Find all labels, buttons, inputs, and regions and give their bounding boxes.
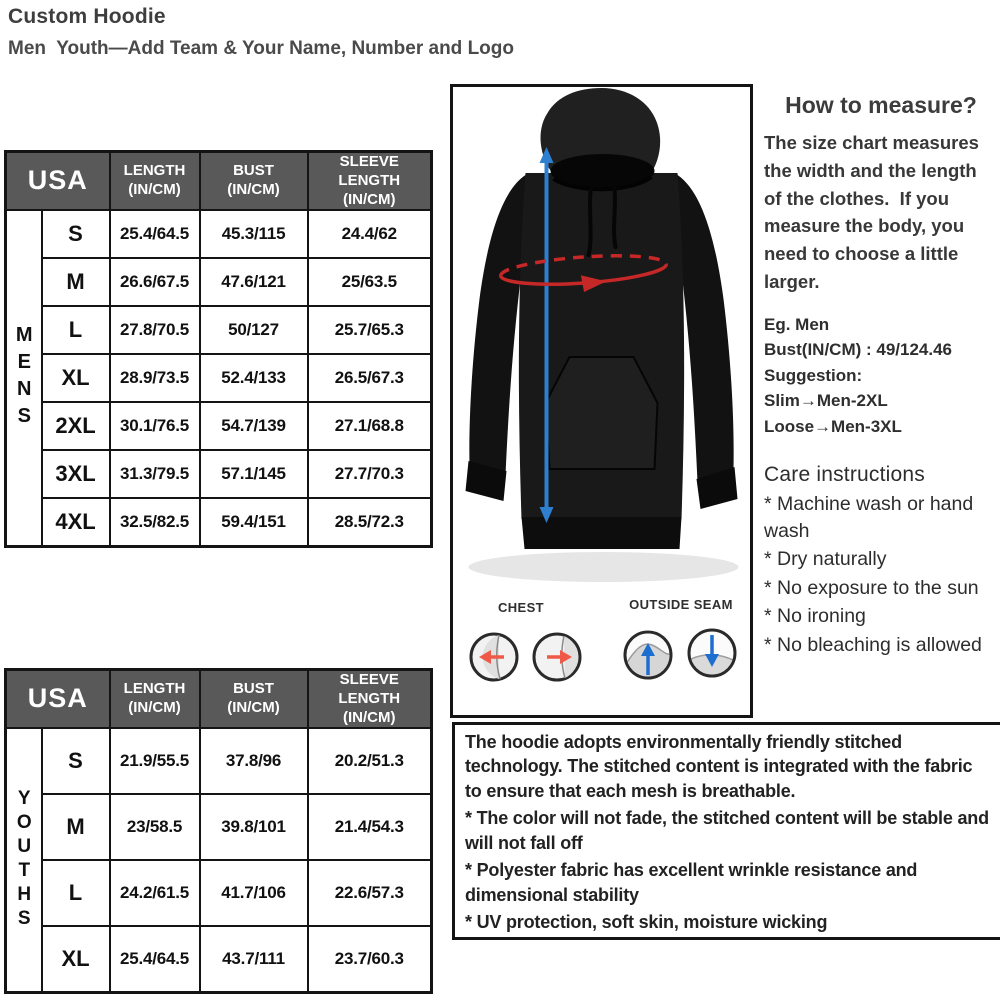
size-cell: L xyxy=(42,306,110,354)
size-cell: 4XL xyxy=(42,498,110,546)
mens-size-table xyxy=(4,150,433,548)
sleeve-cell: 21.4/54.3 xyxy=(308,794,432,860)
sleeve-cell: 27.7/70.3 xyxy=(308,450,432,498)
page-title: Custom Hoodie xyxy=(8,5,166,28)
sleeve-cell: 22.6/57.3 xyxy=(308,860,432,926)
product-notes-bullet: * The color will not fade, the stitched content will be stable and will not fall off xyxy=(465,808,989,853)
length-cell: 25.4/64.5 xyxy=(110,926,200,992)
care-item: * No ironing xyxy=(764,605,866,628)
table-row xyxy=(6,210,432,258)
bust-cell: 43.7/111 xyxy=(200,926,308,992)
sizing-example-line: Loose→Men-3XL xyxy=(764,416,902,436)
how-to-measure-body: The size chart measures the width and the length of the clothes. If you measure the body, you need to choose a little larger. xyxy=(764,132,985,292)
sleeve-cell: 25/63.5 xyxy=(308,258,432,306)
length-cell: 28.9/73.5 xyxy=(110,354,200,402)
length-cell: 24.2/61.5 xyxy=(110,860,200,926)
size-cell: S xyxy=(42,210,110,258)
length-cell: 32.5/82.5 xyxy=(110,498,200,546)
product-notes-intro: The hoodie adopts environmentally friendly stitched technology. The stitched content is integrated with the fabric to ensure that each mesh is breathable. xyxy=(465,732,973,801)
column-header-bust xyxy=(200,670,308,729)
bust-cell: 37.8/96 xyxy=(200,728,308,794)
sleeve-cell: 25.7/65.3 xyxy=(308,306,432,354)
column-header-bust xyxy=(200,152,308,211)
table-row xyxy=(6,794,432,860)
header-unit: (IN/CM) xyxy=(227,181,280,199)
table-header-row xyxy=(6,152,432,211)
bust-cell: 57.1/145 xyxy=(200,450,308,498)
table-row xyxy=(6,258,432,306)
bust-cell: 54.7/139 xyxy=(200,402,308,450)
care-item: * Machine wash or hand wash xyxy=(764,493,974,542)
header-line: SLEEVE LENGTH xyxy=(338,153,401,189)
care-instructions-list xyxy=(764,491,998,658)
column-header-sleeve-length xyxy=(308,152,432,211)
length-cell: 27.8/70.5 xyxy=(110,306,200,354)
table-row xyxy=(6,728,432,794)
sleeve-cell: 20.2/51.3 xyxy=(308,728,432,794)
sizing-example-line: Suggestion: xyxy=(764,365,863,385)
group-label-youths: YOUTHS xyxy=(6,728,42,992)
chest-measure-label: CHEST xyxy=(497,600,545,615)
bust-cell: 59.4/151 xyxy=(200,498,308,546)
length-cell: 21.9/55.5 xyxy=(110,728,200,794)
sizing-example-line: Eg. Men xyxy=(764,314,830,334)
size-cell: S xyxy=(42,728,110,794)
product-notes-bullet: * Polyester fabric has excellent wrinkle resistance and dimensional stability xyxy=(465,860,918,905)
header-unit: (IN/CM) xyxy=(128,181,181,199)
sleeve-cell: 27.1/68.8 xyxy=(308,402,432,450)
sleeve-cell: 26.5/67.3 xyxy=(308,354,432,402)
column-header-length xyxy=(110,152,200,211)
column-header-usa: USA xyxy=(6,670,110,729)
outside-seam-measure-label: OUTSIDE SEAM xyxy=(629,597,733,612)
table-row xyxy=(6,498,432,546)
bust-cell: 47.6/121 xyxy=(200,258,308,306)
sleeve-cell: 23.7/60.3 xyxy=(308,926,432,992)
size-cell: XL xyxy=(42,354,110,402)
bust-cell: 39.8/101 xyxy=(200,794,308,860)
sleeve-cell: 24.4/62 xyxy=(308,210,432,258)
youths-size-table xyxy=(4,668,433,994)
bust-cell: 52.4/133 xyxy=(200,354,308,402)
chest-measure-left-icon xyxy=(468,631,520,683)
measurement-diagram-box xyxy=(450,84,753,718)
length-cell: 26.6/67.5 xyxy=(110,258,200,306)
product-notes-box xyxy=(452,722,1000,940)
sizing-example-line: Bust(IN/CM) : 49/124.46 xyxy=(764,340,952,359)
care-item: * Dry naturally xyxy=(764,548,887,571)
table-row xyxy=(6,402,432,450)
how-to-measure-heading: How to measure? xyxy=(785,92,977,118)
table-row xyxy=(6,306,432,354)
care-item: * No bleaching is allowed xyxy=(764,633,982,656)
header-unit: (IN/CM) xyxy=(227,699,280,717)
header-unit: (IN/CM) xyxy=(343,708,396,726)
page-subtitle: Men Youth—Add Team & Your Name, Number and Logo xyxy=(8,38,514,59)
sleeve-cell: 28.5/72.3 xyxy=(308,498,432,546)
size-cell: 2XL xyxy=(42,402,110,450)
header-line: SLEEVE LENGTH xyxy=(338,671,401,707)
header-unit: (IN/CM) xyxy=(128,699,181,717)
column-header-sleeve-length xyxy=(308,670,432,729)
care-instructions-heading: Care instructions xyxy=(764,463,925,486)
length-cell: 30.1/76.5 xyxy=(110,402,200,450)
header-line: BUST xyxy=(233,680,274,698)
table-header-row xyxy=(6,670,432,729)
header-line: LENGTH xyxy=(123,680,186,698)
bust-cell: 45.3/115 xyxy=(200,210,308,258)
table-row xyxy=(6,354,432,402)
group-label-mens: MENS xyxy=(6,210,42,546)
product-notes-bullet: * UV protection, soft skin, moisture wicking xyxy=(465,912,828,933)
size-cell: XL xyxy=(42,926,110,992)
size-cell: M xyxy=(42,258,110,306)
length-cell: 25.4/64.5 xyxy=(110,210,200,258)
header-unit: (IN/CM) xyxy=(343,190,396,208)
header-line: LENGTH xyxy=(123,162,186,180)
size-cell: L xyxy=(42,860,110,926)
how-to-measure-section xyxy=(764,90,998,660)
hoodie-product-image xyxy=(453,87,750,599)
length-cell: 31.3/79.5 xyxy=(110,450,200,498)
header-line: BUST xyxy=(233,162,274,180)
bust-cell: 50/127 xyxy=(200,306,308,354)
outside-seam-down-icon xyxy=(686,627,738,679)
table-row xyxy=(6,450,432,498)
chest-measure-right-icon xyxy=(531,631,583,683)
size-cell: M xyxy=(42,794,110,860)
table-row xyxy=(6,860,432,926)
size-cell: 3XL xyxy=(42,450,110,498)
care-item: * No exposure to the sun xyxy=(764,576,979,599)
sizing-example-line: Slim→Men-2XL xyxy=(764,391,888,410)
bust-cell: 41.7/106 xyxy=(200,860,308,926)
outside-seam-up-icon xyxy=(622,629,674,681)
column-header-length xyxy=(110,670,200,729)
table-row xyxy=(6,926,432,992)
length-cell: 23/58.5 xyxy=(110,794,200,860)
sizing-example-block xyxy=(764,312,998,440)
column-header-usa: USA xyxy=(6,152,110,211)
